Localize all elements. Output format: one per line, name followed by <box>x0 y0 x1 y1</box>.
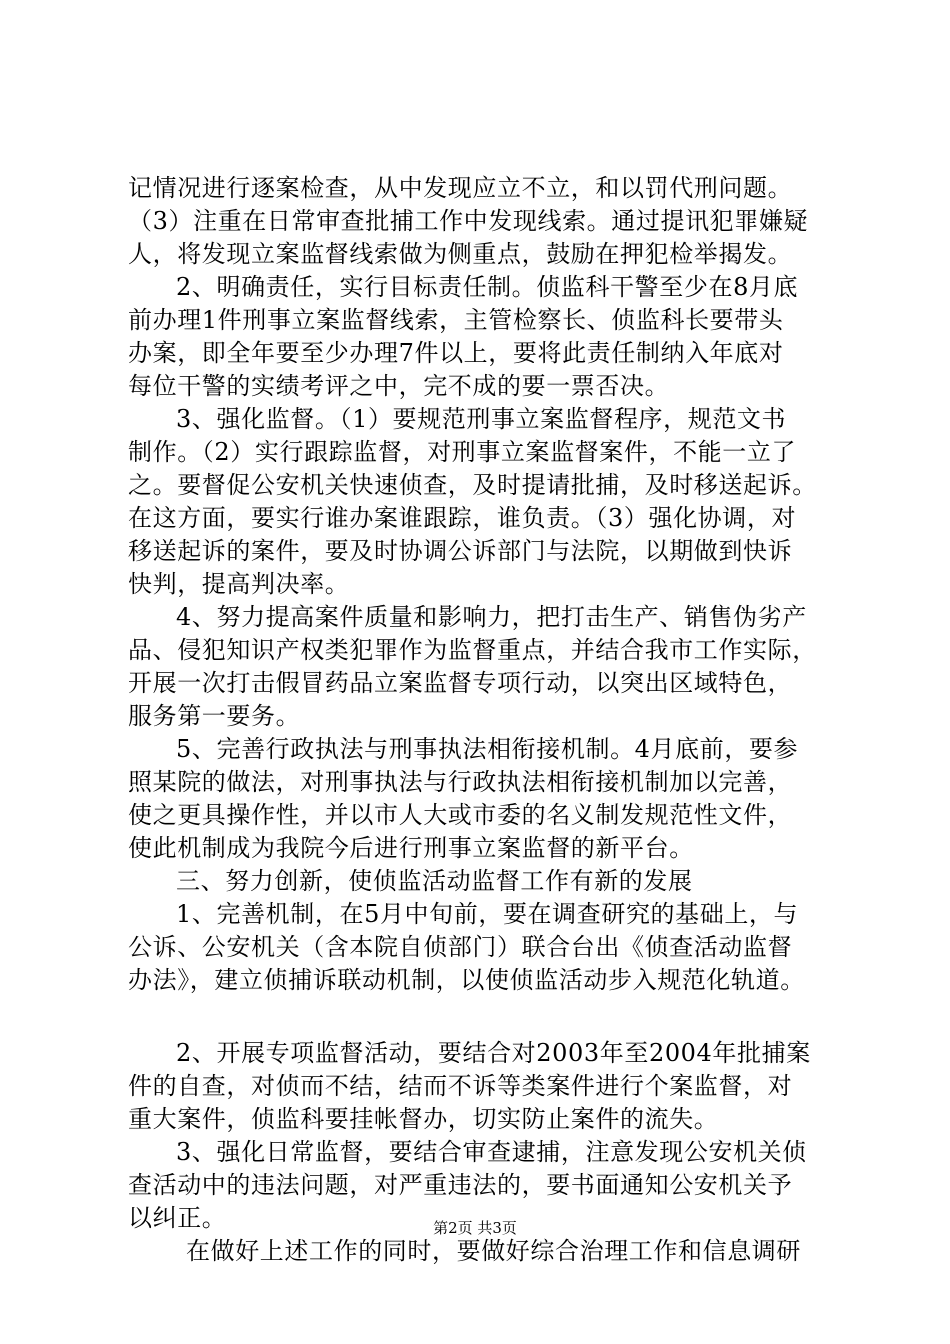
text-line: 前办理1件刑事立案监督线索，主管检察长、侦监科长要带头 <box>128 306 784 334</box>
text-line: 制作。（2）实行跟踪监督，对刑事立案监督案件，不能一立了 <box>128 438 797 466</box>
text-line: 件的自查，对侦而不结，结而不诉等类案件进行个案监督，对 <box>128 1072 793 1100</box>
section-heading: 三、努力创新，使侦监活动监督工作有新的发展 <box>176 867 693 895</box>
paragraph-start: 3、强化日常监督，要结合审查逮捕，注意发现公安机关侦 <box>176 1138 807 1166</box>
text-line: 记情况进行逐案检查，从中发现应立不立，和以罚代刑问题。 <box>128 174 793 202</box>
text-line: 服务第一要务。 <box>128 702 301 730</box>
page-footer: 第2页 共3页 <box>433 1219 517 1237</box>
document-body <box>128 172 854 1268</box>
text-line: 重大案件，侦监科要挂帐督办，切实防止案件的流失。 <box>128 1105 719 1133</box>
text-line: 查活动中的违法问题，对严重违法的，要书面通知公安机关予 <box>128 1171 793 1199</box>
text-line: （3）注重在日常审查批捕工作中发现线索。通过提讯犯罪嫌疑 <box>128 207 809 235</box>
paragraph-start: 1、完善机制，在5月中旬前，要在调查研究的基础上，与 <box>176 900 799 928</box>
text-line: 快判，提高判决率。 <box>128 570 350 598</box>
text-line: 每位干警的实绩考评之中，完不成的要一票否决。 <box>128 372 670 400</box>
text-line: 开展一次打击假冒药品立案监督专项行动，以突出区域特色， <box>128 669 793 697</box>
text-line: 以纠正。 <box>128 1204 227 1232</box>
text-line: 移送起诉的案件，要及时协调公诉部门与法院，以期做到快诉 <box>128 537 793 565</box>
text-line: 在这方面，要实行谁办案谁跟踪，谁负责。（3）强化协调，对 <box>128 504 797 532</box>
paragraph-start: 4、努力提高案件质量和影响力，把打击生产、销售伪劣产 <box>176 603 807 631</box>
text-line: 公诉、公安机关（含本院自侦部门）联合台出《侦查活动监督 <box>128 933 793 961</box>
paragraph-gap <box>128 997 854 1037</box>
text-line: 之。要督促公安机关快速侦查，及时提请批捕，及时移送起诉。 <box>128 471 817 499</box>
paragraph-start: 2、开展专项监督活动，要结合对2003年至2004年批捕案 <box>176 1039 811 1067</box>
text-line: 办法》，建立侦捕诉联动机制，以使侦监活动步入规范化轨道。 <box>128 966 805 994</box>
paragraph-start: 2、明确责任，实行目标责任制。侦监科干警至少在8月底 <box>176 273 799 301</box>
paragraph-start: 5、完善行政执法与刑事执法相衔接机制。4月底前，要参 <box>176 735 799 763</box>
paragraph-start: 3、强化监督。（1）要规范刑事立案监督程序，规范文书 <box>176 405 787 433</box>
text-line: 照某院的做法，对刑事执法与行政执法相衔接机制加以完善， <box>128 768 793 796</box>
text-line: 使此机制成为我院今后进行刑事立案监督的新平台。 <box>128 834 694 862</box>
text-line: 办案，即全年要至少办理7件以上，要将此责任制纳入年底对 <box>128 339 784 367</box>
paragraph-start: 在做好上述工作的同时，要做好综合治理工作和信息调研 <box>186 1237 801 1265</box>
text-line: 品、侵犯知识产权类犯罪作为监督重点，并结合我市工作实际， <box>128 636 817 664</box>
text-line: 使之更具操作性，并以市人大或市委的名义制发规范性文件， <box>128 801 793 829</box>
text-line: 人，将发现立案监督线索做为侧重点，鼓励在押犯检举揭发。 <box>128 240 793 268</box>
